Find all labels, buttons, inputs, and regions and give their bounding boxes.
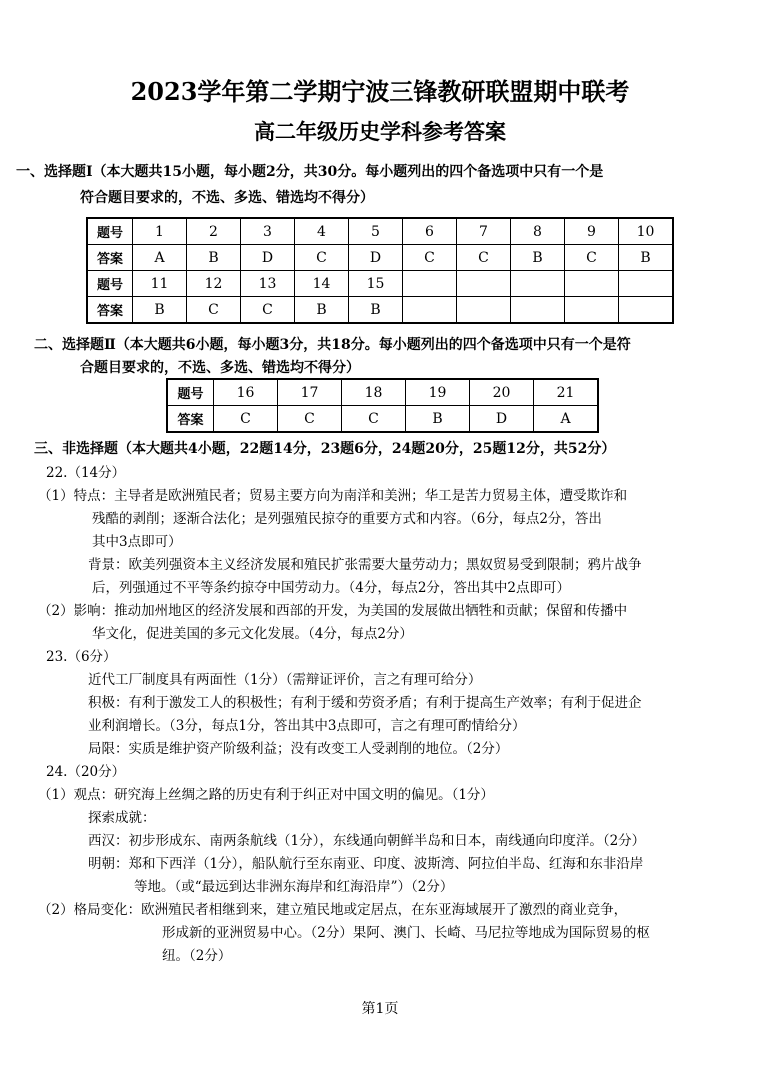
table-cell [511,297,565,324]
table-cell: 12 [187,271,241,297]
table-cell [403,297,457,324]
question-22-heading: 22.（14分） [46,465,126,481]
text-line: 残酷的剥削；逐渐合法化；是列强殖民掠夺的重要方式和内容。（6分，每点2分，答出 [92,511,602,527]
text-line: 等地。（或“最远到达非洲东海岸和红海沿岸”）（2分） [134,879,454,895]
table-cell [511,271,565,297]
table-cell: 15 [349,271,403,297]
table-row [87,245,673,271]
page-subtitle: 高二年级历史学科参考答案 [254,119,506,144]
table-cell: 8 [511,218,565,245]
table-cell: 20 [470,379,534,406]
table-cell: C [403,245,457,271]
table-cell: C [342,406,406,433]
table-cell: B [349,297,403,324]
header-cell: 答案 [87,245,133,271]
table-cell: C [295,245,349,271]
table-cell: 11 [133,271,187,297]
header-cell: 题号 [167,379,214,406]
table-cell: 16 [214,379,278,406]
section1-heading: 一、选择题Ⅰ（本大题共15小题，每小题2分，共30分。每小题列出的四个备选项中只有一个是 [16,164,604,180]
table-cell: 5 [349,218,403,245]
table-cell: D [470,406,534,433]
table-cell [457,297,511,324]
table-cell [565,271,619,297]
table-cell: A [534,406,599,433]
table-cell [619,271,674,297]
answer-table-1 [86,217,674,324]
text-line: 业利润增长。（3分，每点1分，答出其中3点即可，言之有理可酌情给分） [88,718,526,734]
text-line: 局限：实质是维护资产阶级利益；没有改变工人受剥削的地位。（2分） [88,741,509,757]
header-cell: 答案 [87,297,133,324]
table-cell: D [349,245,403,271]
table-cell: 19 [406,379,470,406]
table-cell: 9 [565,218,619,245]
table-cell [565,297,619,324]
table-cell [403,271,457,297]
table-cell: 3 [241,218,295,245]
table-cell: C [214,406,278,433]
table-cell: B [187,245,241,271]
table-cell: 17 [278,379,342,406]
table-cell: C [278,406,342,433]
text-line: 形成新的亚洲贸易中心。（2分）果阿、澳门、长崎、马尼拉等地成为国际贸易的枢 [162,925,650,941]
table-cell: 18 [342,379,406,406]
text-line: 背景：欧美列强资本主义经济发展和殖民扩张需要大量劳动力；黑奴贸易受到限制；鸦片战争 [88,557,642,573]
text-line: （1）特点：主导者是欧洲殖民者；贸易主要方向为南洋和美洲；华工是苦力贸易主体，遭受欺诈和 [38,488,628,504]
text-line: 纽。（2分） [162,948,232,964]
table-cell: B [619,245,674,271]
text-line: （1）观点：研究海上丝绸之路的历史有利于纠正对中国文明的偏见。（1分） [38,787,494,803]
table-cell: 14 [295,271,349,297]
question-23-heading: 23.（6分） [46,649,117,665]
table-cell: C [457,245,511,271]
table-cell: B [406,406,470,433]
header-cell: 答案 [167,406,214,433]
table-cell: 2 [187,218,241,245]
table-cell: 4 [295,218,349,245]
table-cell: B [133,297,187,324]
header-cell: 题号 [87,271,133,297]
text-line: （2）格局变化：欧洲殖民者相继到来，建立殖民地或定居点，在东亚海域展开了激烈的商业竞争， [38,902,628,918]
table-cell: 6 [403,218,457,245]
table-row [167,379,598,406]
table-cell: B [295,297,349,324]
text-line: 积极：有利于激发工人的积极性；有利于缓和劳资矛盾；有利于提高生产效率；有利于促进企 [88,695,642,711]
section1-heading-cont: 符合题目要求的，不选、多选、错选均不得分） [80,190,374,206]
table-cell: D [241,245,295,271]
table-cell [457,271,511,297]
table-cell: A [133,245,187,271]
text-line: 明朝：郑和下西洋（1分），船队航行至东南亚、印度、波斯湾、阿拉伯半岛、红海和东非沿岸 [88,856,644,872]
section2-heading-cont: 合题目要求的，不选、多选、错选均不得分） [80,360,360,376]
table-cell: 7 [457,218,511,245]
text-line: 华文化，促进美国的多元文化发展。（4分，每点2分） [92,626,413,642]
table-cell: C [241,297,295,324]
page-title: 2023学年第二学期宁波三锋教研联盟期中联考 [130,77,630,106]
table-row [87,297,673,324]
text-line: 后，列强通过不平等条约掠夺中国劳动力。（4分，每点2分，答出其中2点即可） [92,580,571,596]
table-cell: C [187,297,241,324]
page-number: 第1页 [361,1001,399,1017]
section2-heading: 二、选择题Ⅱ（本大题共6小题，每小题3分，共18分。每小题列出的四个备选项中只有一个是符 [34,337,631,353]
table-cell: 10 [619,218,674,245]
table-row [87,271,673,297]
text-line: 西汉：初步形成东、南两条航线（1分），东线通向朝鲜半岛和日本，南线通向印度洋。（2分） [88,833,646,849]
table-cell [619,297,674,324]
table-cell: B [511,245,565,271]
text-line: 其中3点即可） [92,534,182,550]
question-24-heading: 24.（20分） [46,764,126,780]
text-line: 近代工厂制度具有两面性（1分）（需辩证评价，言之有理可给分） [88,672,482,688]
text-line: （2）影响：推动加州地区的经济发展和西部的开发，为美国的发展做出牺牲和贡献；保留和传播中 [38,603,628,619]
table-cell: C [565,245,619,271]
table-cell: 13 [241,271,295,297]
section3-heading: 三、非选择题（本大题共4小题，22题14分，23题6分，24题20分，25题12分，共52分） [34,441,616,457]
table-cell: 21 [534,379,599,406]
answer-table-2 [166,378,599,433]
table-row [87,218,673,245]
table-cell: 1 [133,218,187,245]
text-line: 探索成就： [88,810,156,826]
header-cell: 题号 [87,218,133,245]
table-row [167,406,598,433]
